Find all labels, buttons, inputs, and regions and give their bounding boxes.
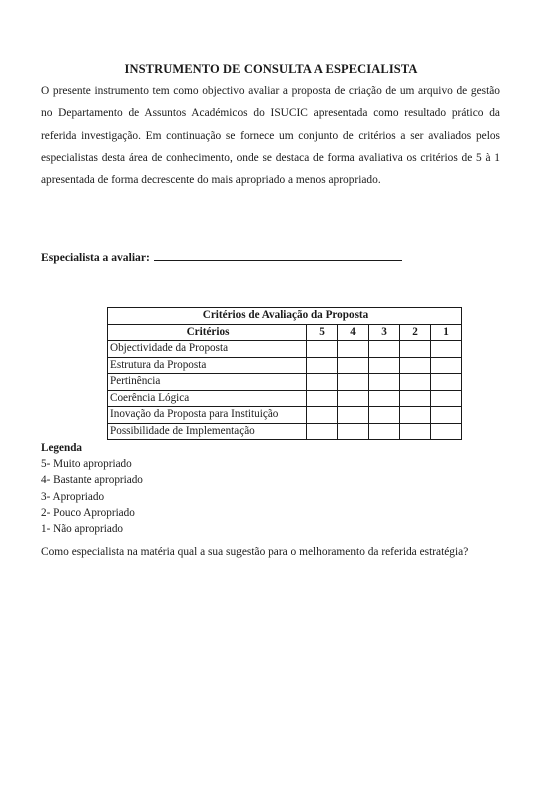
table-row	[108, 407, 462, 424]
criteria-table	[107, 307, 462, 440]
table-caption: Critérios de Avaliação da Proposta	[108, 308, 462, 325]
criterion-label: Possibilidade de Implementação	[108, 423, 307, 440]
score-cell[interactable]	[400, 341, 431, 358]
criterion-label: Pertinência	[108, 374, 307, 391]
score-cell[interactable]	[369, 423, 400, 440]
legend-item: 1- Não apropriado	[41, 523, 124, 536]
criterion-label: Estrutura da Proposta	[108, 357, 307, 374]
score-cell[interactable]	[400, 407, 431, 424]
table-row	[108, 357, 462, 374]
score-column-header: 2	[400, 324, 431, 341]
score-cell[interactable]	[400, 374, 431, 391]
score-cell[interactable]	[400, 357, 431, 374]
score-cell[interactable]	[369, 341, 400, 358]
score-column-header: 5	[307, 324, 338, 341]
score-column-header: 1	[431, 324, 462, 341]
table-row	[108, 374, 462, 391]
score-column-header: 4	[338, 324, 369, 341]
score-cell[interactable]	[431, 357, 462, 374]
score-cell[interactable]	[307, 423, 338, 440]
score-cell[interactable]	[338, 390, 369, 407]
score-column-header: 3	[369, 324, 400, 341]
score-cell[interactable]	[369, 407, 400, 424]
table-row	[108, 390, 462, 407]
legend-item: 2- Pouco Apropriado	[41, 506, 135, 519]
legend-item: 3- Apropriado	[41, 490, 105, 503]
score-cell[interactable]	[338, 341, 369, 358]
especialista-blank-line[interactable]	[154, 250, 402, 261]
especialista-label: Especialista a avaliar:	[41, 251, 150, 264]
score-cell[interactable]	[431, 390, 462, 407]
score-cell[interactable]	[369, 390, 400, 407]
score-cell[interactable]	[431, 374, 462, 391]
score-cell[interactable]	[307, 374, 338, 391]
score-cell[interactable]	[307, 341, 338, 358]
score-cell[interactable]	[338, 407, 369, 424]
criterion-label: Inovação da Proposta para Instituição	[108, 407, 307, 424]
table-row	[108, 341, 462, 358]
score-cell[interactable]	[307, 390, 338, 407]
intro-paragraph: O presente instrumento tem como objectivo avaliar a proposta de criação de um arquivo de gestão no Departamento de Assuntos Académicos do ISUCIC apresentada como resultado prático da referida investigação. Em continuação se fornece um conjunto de critérios a ser avaliados pelos especialistas desta área de conhecimento, onde se destaca de forma avaliativa os critérios de 5 à 1 apresentada de forma decrescente do mais apropriado a menos apropriado.	[41, 85, 500, 187]
score-cell[interactable]	[307, 407, 338, 424]
score-cell[interactable]	[338, 374, 369, 391]
legend-item: 5- Muito apropriado	[41, 458, 132, 471]
suggestion-question: Como especialista na matéria qual a sua sugestão para o melhoramento da referida estratégia?	[41, 546, 469, 558]
especialista-field	[41, 250, 402, 264]
score-cell[interactable]	[307, 357, 338, 374]
score-cell[interactable]	[431, 341, 462, 358]
criteria-column-header: Critérios	[108, 324, 307, 341]
table-row	[108, 423, 462, 440]
legend-title: Legenda	[41, 442, 83, 454]
score-cell[interactable]	[431, 407, 462, 424]
criterion-label: Objectividade da Proposta	[108, 341, 307, 358]
score-cell[interactable]	[400, 390, 431, 407]
criterion-label: Coerência Lógica	[108, 390, 307, 407]
score-cell[interactable]	[369, 374, 400, 391]
document-title: INSTRUMENTO DE CONSULTA A ESPECIALISTA	[124, 62, 418, 76]
legend-item: 4- Bastante apropriado	[41, 474, 143, 487]
score-cell[interactable]	[338, 423, 369, 440]
score-cell[interactable]	[369, 357, 400, 374]
score-cell[interactable]	[431, 423, 462, 440]
legend	[41, 440, 143, 537]
score-cell[interactable]	[338, 357, 369, 374]
score-cell[interactable]	[400, 423, 431, 440]
